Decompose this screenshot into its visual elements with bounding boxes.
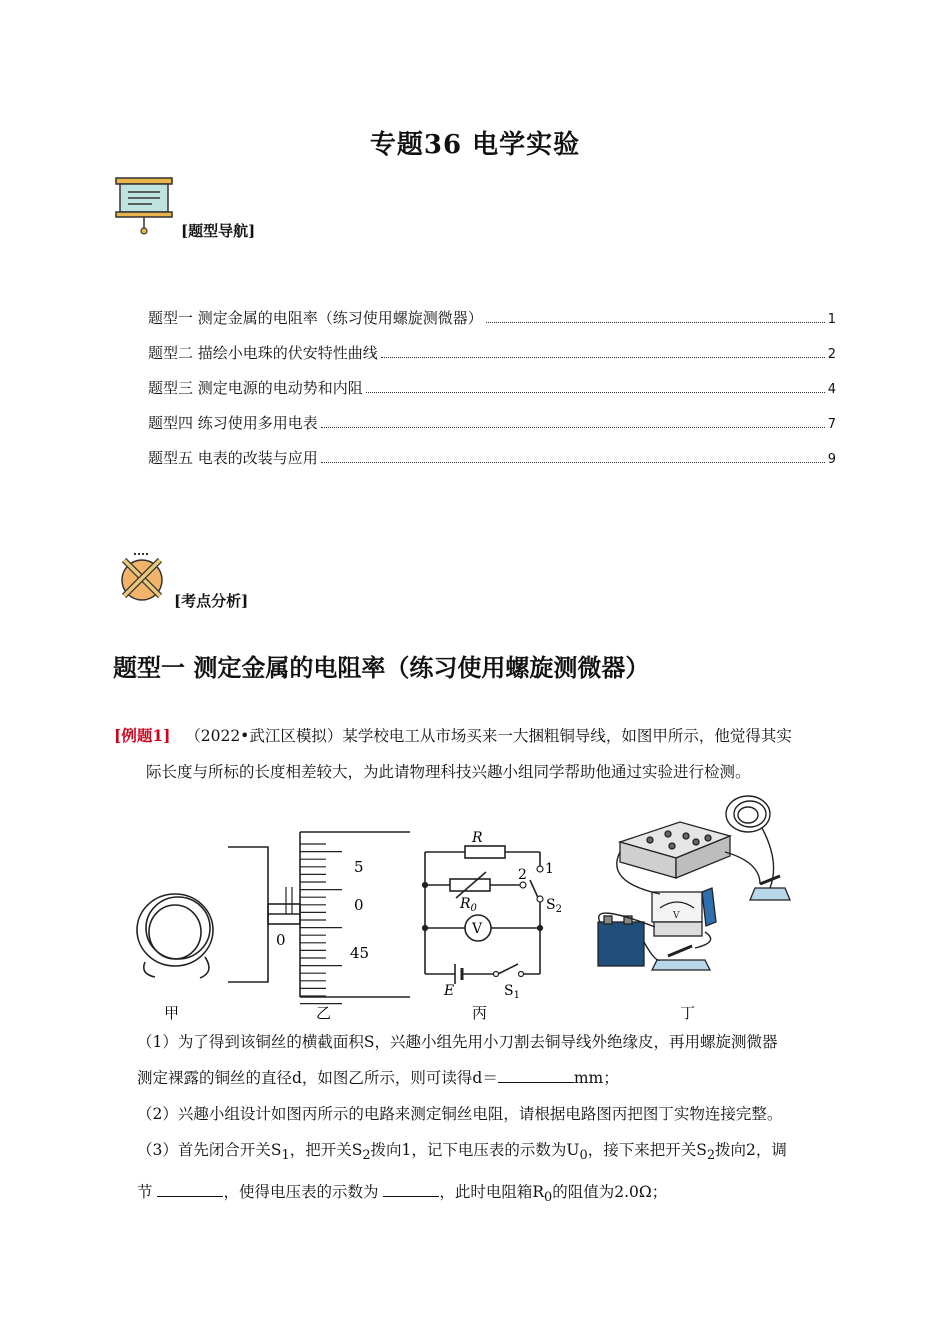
wire-coil-illustration — [137, 894, 213, 978]
micrometer-illustration — [228, 832, 410, 997]
toc-item[interactable]: 题型二 描绘小电珠的伏安特性曲线 2 — [148, 344, 836, 362]
toc-item[interactable]: 题型一 测定金属的电阻率（练习使用螺旋测微器） 1 — [148, 309, 836, 327]
question-1-line-1: （1）为了得到该铜丝的横截面积S，兴趣小组先用小刀割去铜导线外绝缘皮，再用螺旋测微器 — [137, 1033, 778, 1051]
tick-label: 5 — [354, 858, 364, 876]
answer-blank-adjust[interactable] — [157, 1178, 223, 1197]
page-title: 专题36 电学实验 — [369, 130, 581, 160]
figure-label-ding: 丁 — [680, 1004, 696, 1022]
presentation-board-icon — [112, 174, 176, 238]
crossed-pencils-icon — [114, 550, 170, 606]
figure-label-bing: 丙 — [472, 1004, 488, 1022]
table-of-contents — [148, 307, 836, 482]
toc-item[interactable]: 题型三 测定电源的电动势和内阻 4 — [148, 379, 836, 397]
answer-blank-voltage[interactable] — [383, 1178, 439, 1197]
analysis-label: [考点分析] — [174, 592, 249, 610]
svg-text:V: V — [472, 921, 483, 937]
svg-text:1: 1 — [545, 861, 554, 877]
toc-item[interactable]: 题型四 练习使用多用电表 7 — [148, 414, 836, 432]
sleeve-zero-label: 0 — [276, 931, 286, 949]
svg-text:S1: $S_1$ — [504, 983, 520, 1001]
svg-text:E: E — [444, 983, 455, 999]
answer-blank-d[interactable] — [498, 1064, 574, 1083]
svg-text:S2: $S_2$ — [546, 897, 562, 915]
example-tag: [例题1] — [114, 726, 171, 745]
figure-label-yi: 乙 — [316, 1004, 332, 1022]
tick-label: 0 — [354, 896, 364, 914]
question-1-line-2: 测定裸露的铜丝的直径d，如图乙所示，则可读得d＝ mm； — [137, 1060, 837, 1096]
question-3-line-2: 节 ，使得电压表的示数为 ，此时电阻箱$R_0$的阻值为2.0Ω； — [137, 1174, 837, 1216]
svg-text:2: 2 — [518, 867, 527, 883]
question-block — [137, 1024, 837, 1216]
svg-text:R: R — [472, 830, 483, 846]
svg-text:V: V — [673, 911, 680, 921]
thimble-scale-ticks — [300, 844, 342, 1004]
experiment-figure — [120, 792, 840, 1024]
question-3-line-1: （3）首先闭合开关$S_1$，把开关$S_2$拨向1，记下电压表的示数为$U_0$，接下来把开关$S_2$拨向2，调 — [137, 1141, 787, 1164]
section-heading: 题型一 测定金属的电阻率（练习使用螺旋测微器） — [113, 653, 650, 682]
figure-label-jia: 甲 — [164, 1004, 180, 1022]
example-paragraph: [例题1] （2022•武江区模拟）某学校电工从市场买来一大捆粗铜导线，如图甲所示，他觉得其实 际长度与所标的长度相差较大，为此请物理科技兴趣小组同学帮助他通过实验进行检测。 — [114, 726, 792, 781]
nav-label: [题型导航] — [181, 222, 256, 240]
apparatus-illustration — [598, 796, 790, 970]
question-2: （2）兴趣小组设计如图丙所示的电路来测定铜丝电阻，请根据电路图丙把图丁实物连接完整。 — [137, 1105, 783, 1123]
toc-item[interactable]: 题型五 电表的改装与应用 9 — [148, 449, 836, 467]
svg-text:R0: $R_0$ — [460, 896, 477, 914]
tick-label: 45 — [350, 944, 370, 962]
